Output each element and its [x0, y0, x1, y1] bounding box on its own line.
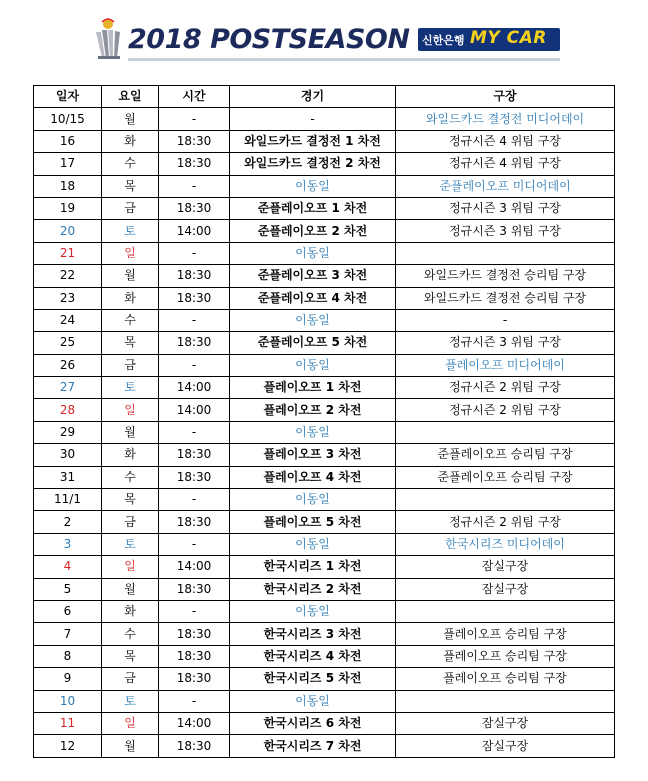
cell-date: 5: [34, 578, 102, 600]
cell-day: 수: [102, 623, 159, 645]
cell-time: 18:30: [159, 466, 230, 488]
cell-venue: 정규시즌 2 위팀 구장: [396, 399, 615, 421]
cell-time: -: [159, 309, 230, 331]
cell-time: 18:30: [159, 735, 230, 757]
cell-date: 4: [34, 556, 102, 578]
cell-venue: 정규시즌 3 위팀 구장: [396, 197, 615, 219]
header-date: 일자: [34, 86, 102, 108]
header-venue: 구장: [396, 86, 615, 108]
cell-game: 플레이오프 3 차전: [230, 444, 396, 466]
cell-day: 화: [102, 287, 159, 309]
cell-time: 18:30: [159, 332, 230, 354]
cell-day: 금: [102, 511, 159, 533]
cell-game: 이동일: [230, 354, 396, 376]
cell-venue: 정규시즌 4 위팀 구장: [396, 153, 615, 175]
cell-day: 월: [102, 265, 159, 287]
kbo-trophy-logo: [88, 18, 128, 60]
table-row: [34, 332, 615, 354]
cell-day: 월: [102, 421, 159, 443]
cell-time: 18:30: [159, 153, 230, 175]
cell-day: 일: [102, 399, 159, 421]
cell-game: 한국시리즈 7 차전: [230, 735, 396, 757]
cell-time: 18:30: [159, 668, 230, 690]
cell-date: 19: [34, 197, 102, 219]
cell-venue: 준플레이오프 승리팀 구장: [396, 444, 615, 466]
cell-date: 22: [34, 265, 102, 287]
header-divider: [128, 58, 560, 61]
table-row: [34, 712, 615, 734]
cell-day: 화: [102, 600, 159, 622]
table-row: [34, 600, 615, 622]
cell-date: 8: [34, 645, 102, 667]
cell-venue: 준플레이오프 미디어데이: [396, 175, 615, 197]
header-day: 요일: [102, 86, 159, 108]
cell-venue: 플레이오프 미디어데이: [396, 354, 615, 376]
cell-venue: 와일드카드 결정전 승리팀 구장: [396, 265, 615, 287]
cell-date: 17: [34, 153, 102, 175]
table-row: [34, 265, 615, 287]
cell-game: 이동일: [230, 175, 396, 197]
cell-game: 한국시리즈 6 차전: [230, 712, 396, 734]
cell-day: 화: [102, 444, 159, 466]
cell-venue: 정규시즌 2 위팀 구장: [396, 511, 615, 533]
cell-venue: 와일드카드 결정전 승리팀 구장: [396, 287, 615, 309]
cell-date: 16: [34, 130, 102, 152]
schedule-body: [34, 108, 615, 757]
table-row: [34, 556, 615, 578]
cell-venue: 잠실구장: [396, 735, 615, 757]
cell-time: 18:30: [159, 265, 230, 287]
cell-venue: 플레이오프 승리팀 구장: [396, 623, 615, 645]
cell-venue: 잠실구장: [396, 712, 615, 734]
cell-venue: 잠실구장: [396, 556, 615, 578]
cell-game: 플레이오프 2 차전: [230, 399, 396, 421]
cell-time: 18:30: [159, 130, 230, 152]
page-title: [128, 24, 409, 55]
cell-game: 이동일: [230, 533, 396, 555]
cell-day: 월: [102, 735, 159, 757]
table-row: [34, 354, 615, 376]
cell-date: 21: [34, 242, 102, 264]
table-row: [34, 690, 615, 712]
table-row: [34, 645, 615, 667]
cell-time: 18:30: [159, 287, 230, 309]
cell-game: 이동일: [230, 309, 396, 331]
cell-time: 18:30: [159, 645, 230, 667]
cell-time: 14:00: [159, 377, 230, 399]
table-row: [34, 309, 615, 331]
cell-venue: 잠실구장: [396, 578, 615, 600]
cell-venue: 플레이오프 승리팀 구장: [396, 645, 615, 667]
cell-date: 27: [34, 377, 102, 399]
table-header-row: [34, 86, 615, 108]
cell-day: 목: [102, 175, 159, 197]
cell-time: -: [159, 600, 230, 622]
cell-venue: 준플레이오프 승리팀 구장: [396, 466, 615, 488]
table-row: [34, 444, 615, 466]
cell-day: 금: [102, 197, 159, 219]
cell-day: 수: [102, 153, 159, 175]
cell-game: 준플레이오프 2 차전: [230, 220, 396, 242]
cell-venue: [396, 690, 615, 712]
cell-date: 3: [34, 533, 102, 555]
cell-date: 12: [34, 735, 102, 757]
table-row: [34, 466, 615, 488]
cell-date: 24: [34, 309, 102, 331]
cell-venue: 한국시리즈 미디어데이: [396, 533, 615, 555]
cell-day: 일: [102, 712, 159, 734]
table-row: [34, 735, 615, 757]
cell-time: -: [159, 421, 230, 443]
cell-day: 토: [102, 690, 159, 712]
cell-date: 6: [34, 600, 102, 622]
cell-venue: 정규시즌 4 위팀 구장: [396, 130, 615, 152]
table-row: [34, 489, 615, 511]
cell-time: 14:00: [159, 399, 230, 421]
cell-venue: [396, 489, 615, 511]
cell-game: 준플레이오프 5 차전: [230, 332, 396, 354]
cell-game: 와일드카드 결정전 2 차전: [230, 153, 396, 175]
cell-date: 11: [34, 712, 102, 734]
header-time: 시간: [159, 86, 230, 108]
title-season: SEASON: [288, 24, 410, 55]
cell-game: 한국시리즈 4 차전: [230, 645, 396, 667]
table-row: [34, 668, 615, 690]
cell-date: 2: [34, 511, 102, 533]
cell-time: -: [159, 354, 230, 376]
page-header: [0, 0, 648, 80]
cell-day: 토: [102, 220, 159, 242]
table-row: [34, 153, 615, 175]
table-row: [34, 220, 615, 242]
cell-day: 월: [102, 578, 159, 600]
cell-day: 수: [102, 309, 159, 331]
cell-day: 목: [102, 332, 159, 354]
cell-game: 이동일: [230, 421, 396, 443]
cell-game: 준플레이오프 1 차전: [230, 197, 396, 219]
header-game: 경기: [230, 86, 396, 108]
cell-venue: [396, 421, 615, 443]
table-row: [34, 533, 615, 555]
cell-day: 화: [102, 130, 159, 152]
cell-time: 18:30: [159, 623, 230, 645]
table-row: [34, 242, 615, 264]
table-row: [34, 197, 615, 219]
cell-date: 28: [34, 399, 102, 421]
cell-date: 23: [34, 287, 102, 309]
cell-venue: -: [396, 309, 615, 331]
cell-venue: [396, 600, 615, 622]
table-row: [34, 108, 615, 130]
cell-time: -: [159, 690, 230, 712]
cell-time: 14:00: [159, 556, 230, 578]
cell-time: -: [159, 108, 230, 130]
cell-day: 일: [102, 556, 159, 578]
cell-time: 14:00: [159, 220, 230, 242]
table-row: [34, 175, 615, 197]
cell-game: 이동일: [230, 690, 396, 712]
cell-game: 한국시리즈 1 차전: [230, 556, 396, 578]
title-year: 2018: [128, 24, 202, 55]
cell-time: 18:30: [159, 444, 230, 466]
cell-day: 수: [102, 466, 159, 488]
cell-date: 30: [34, 444, 102, 466]
table-row: [34, 421, 615, 443]
table-row: [34, 130, 615, 152]
cell-game: 이동일: [230, 242, 396, 264]
cell-time: 18:30: [159, 197, 230, 219]
table-row: [34, 399, 615, 421]
cell-time: 14:00: [159, 712, 230, 734]
cell-game: 한국시리즈 3 차전: [230, 623, 396, 645]
cell-game: 와일드카드 결정전 1 차전: [230, 130, 396, 152]
cell-day: 목: [102, 645, 159, 667]
cell-day: 금: [102, 668, 159, 690]
cell-day: 토: [102, 377, 159, 399]
title-post: POST: [210, 24, 289, 55]
cell-game: 이동일: [230, 489, 396, 511]
cell-time: 18:30: [159, 578, 230, 600]
cell-day: 목: [102, 489, 159, 511]
cell-venue: 와일드카드 결정전 미디어데이: [396, 108, 615, 130]
cell-game: 플레이오프 4 차전: [230, 466, 396, 488]
cell-game: 한국시리즈 2 차전: [230, 578, 396, 600]
cell-date: 11/1: [34, 489, 102, 511]
cell-date: 9: [34, 668, 102, 690]
cell-day: 토: [102, 533, 159, 555]
cell-venue: 정규시즌 2 위팀 구장: [396, 377, 615, 399]
cell-date: 26: [34, 354, 102, 376]
cell-day: 월: [102, 108, 159, 130]
cell-date: 31: [34, 466, 102, 488]
table-row: [34, 578, 615, 600]
cell-game: 준플레이오프 4 차전: [230, 287, 396, 309]
sponsor-logo: [418, 28, 560, 51]
cell-time: -: [159, 175, 230, 197]
cell-game: 플레이오프 1 차전: [230, 377, 396, 399]
cell-day: 금: [102, 354, 159, 376]
cell-date: 10/15: [34, 108, 102, 130]
sponsor-bank-name: 신한은행: [422, 34, 465, 47]
cell-game: 플레이오프 5 차전: [230, 511, 396, 533]
cell-time: -: [159, 489, 230, 511]
cell-game: 준플레이오프 3 차전: [230, 265, 396, 287]
schedule-table: [33, 85, 615, 758]
cell-day: 일: [102, 242, 159, 264]
cell-venue: 플레이오프 승리팀 구장: [396, 668, 615, 690]
cell-venue: 정규시즌 3 위팀 구장: [396, 220, 615, 242]
cell-date: 29: [34, 421, 102, 443]
table-row: [34, 377, 615, 399]
cell-game: 한국시리즈 5 차전: [230, 668, 396, 690]
cell-date: 20: [34, 220, 102, 242]
cell-game: -: [230, 108, 396, 130]
table-row: [34, 511, 615, 533]
cell-date: 25: [34, 332, 102, 354]
cell-date: 18: [34, 175, 102, 197]
cell-venue: 정규시즌 3 위팀 구장: [396, 332, 615, 354]
cell-time: 18:30: [159, 511, 230, 533]
cell-date: 10: [34, 690, 102, 712]
sponsor-brand: MY CAR: [470, 28, 547, 48]
cell-venue: [396, 242, 615, 264]
cell-date: 7: [34, 623, 102, 645]
cell-time: -: [159, 533, 230, 555]
cell-game: 이동일: [230, 600, 396, 622]
table-row: [34, 287, 615, 309]
table-row: [34, 623, 615, 645]
cell-time: -: [159, 242, 230, 264]
